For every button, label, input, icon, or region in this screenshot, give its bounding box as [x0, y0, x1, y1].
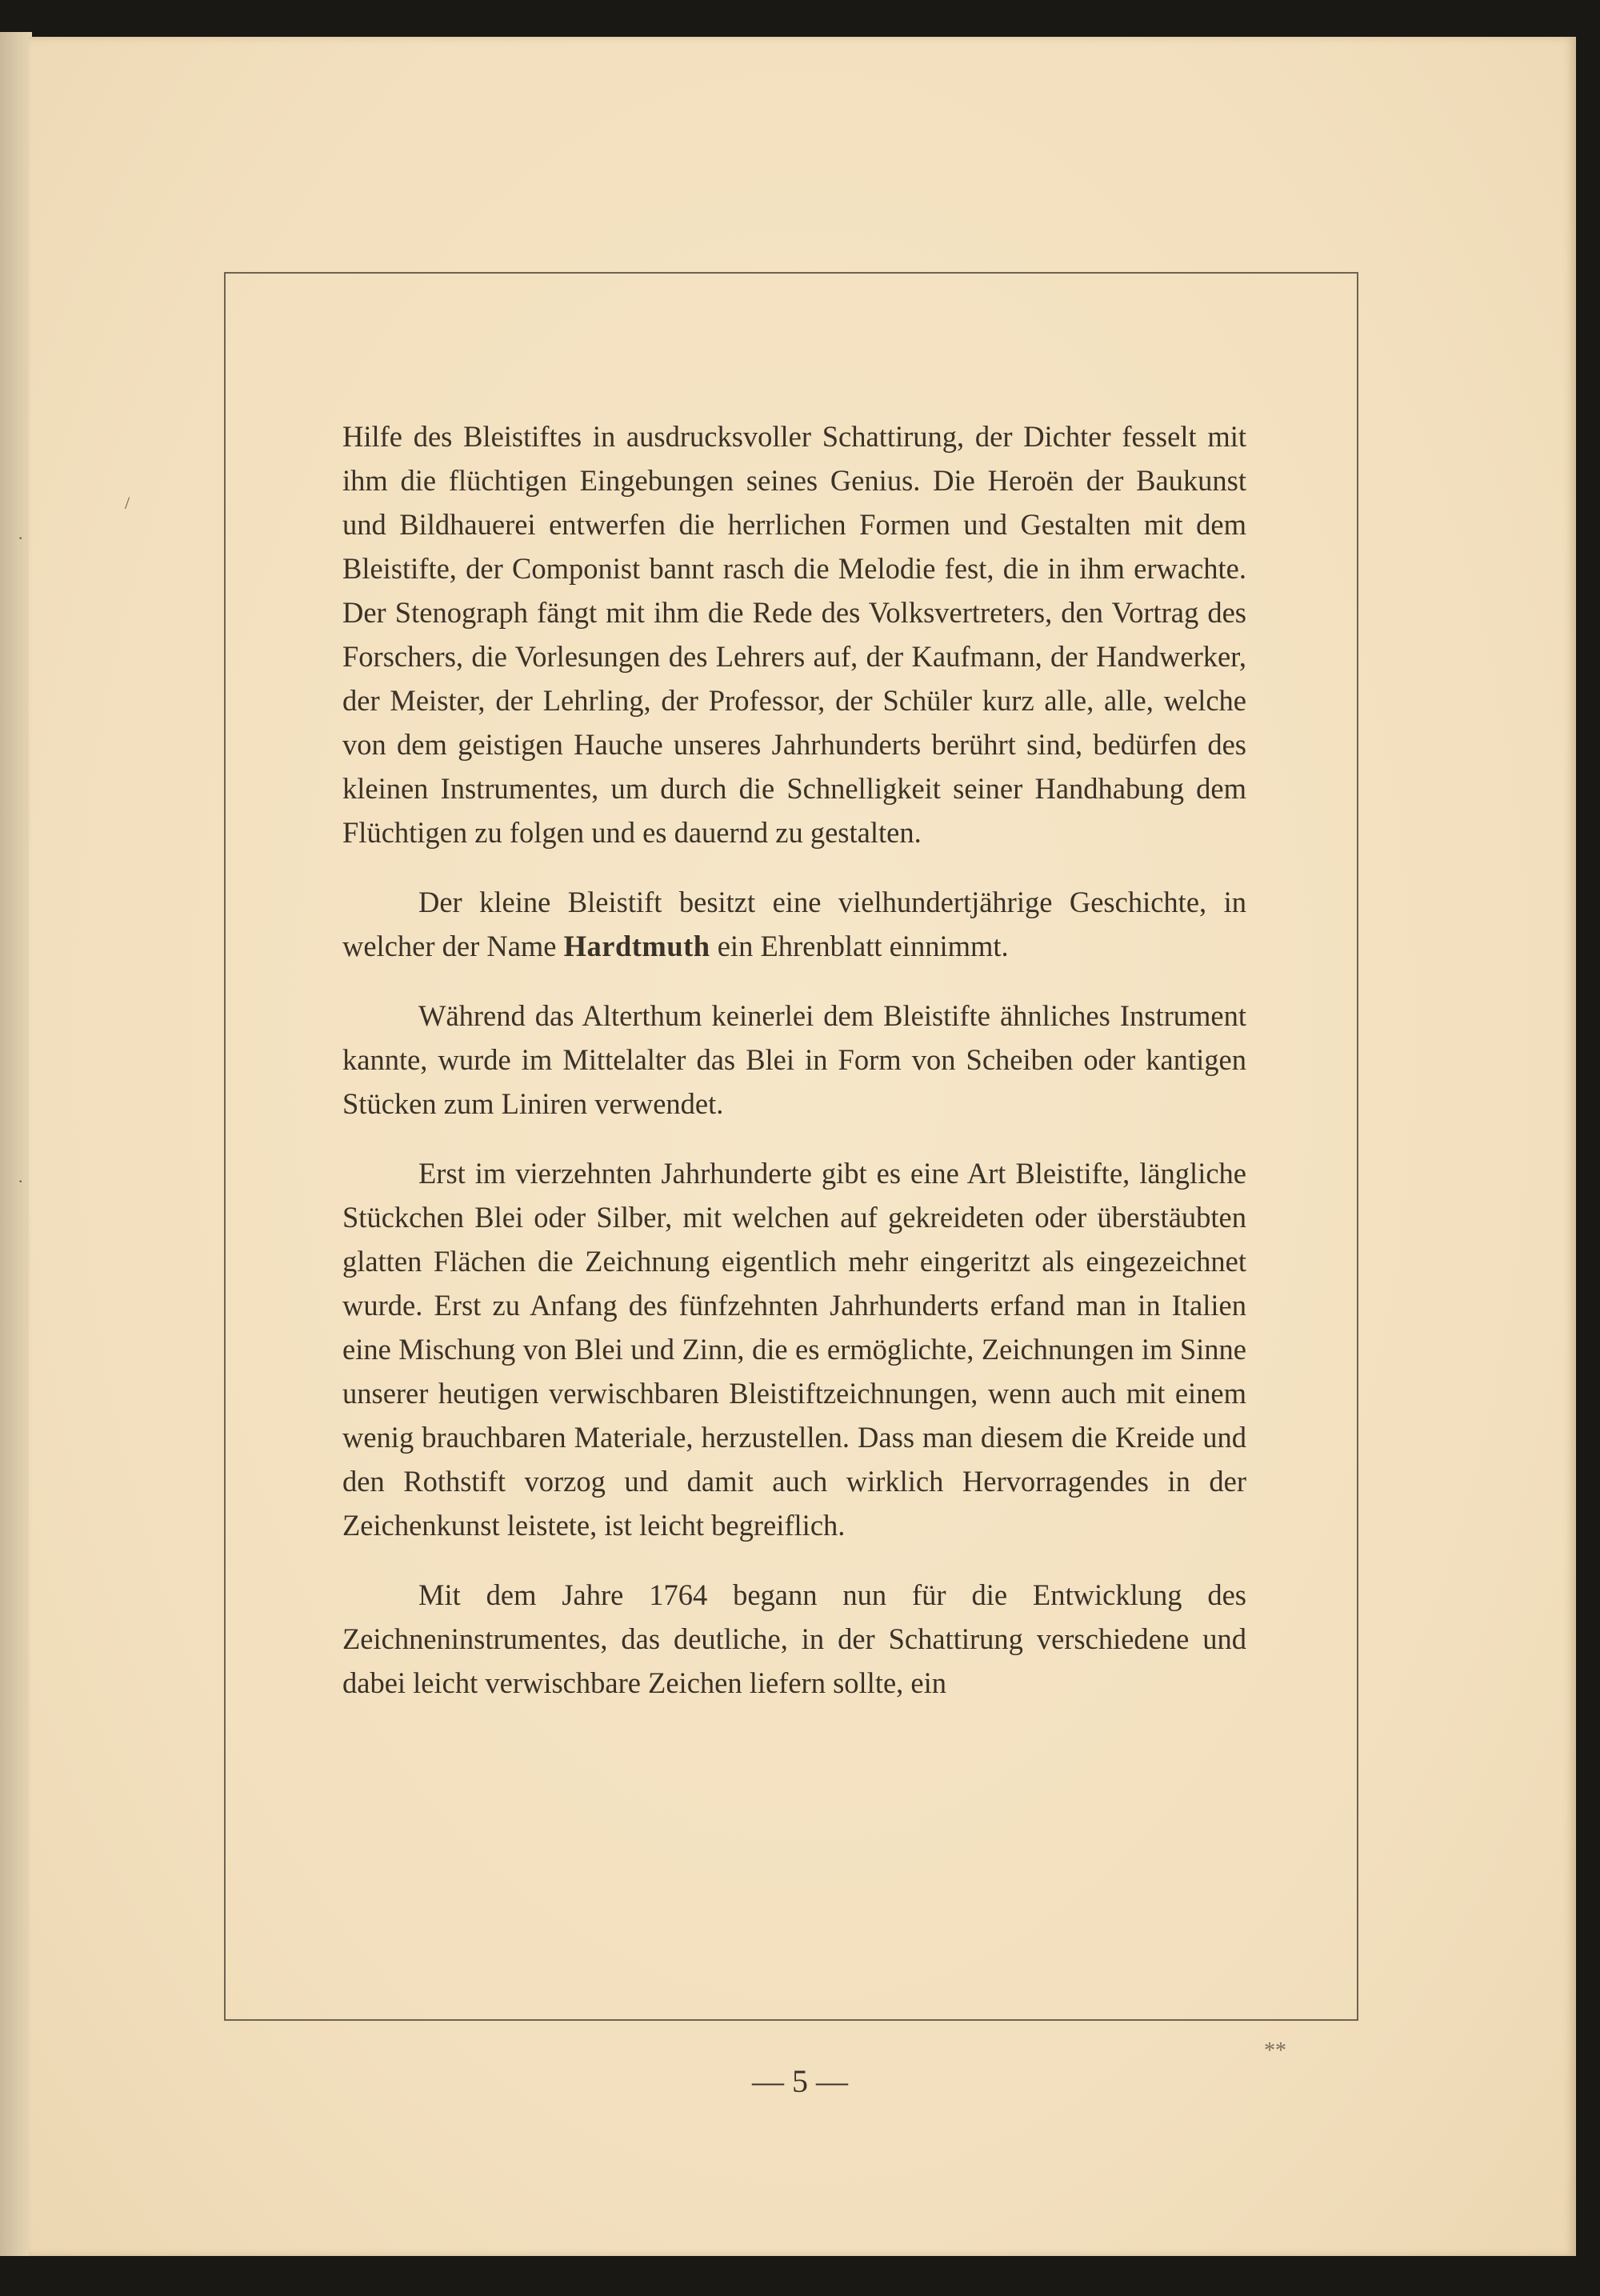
paragraph-5: Mit dem Jahre 1764 begann nun für die Entwicklung des Zeichneninstrumentes, das deutliche, in der Schattirung verschiedene und dabei leicht verwischbare Zeichen liefern sollte, ein [342, 1578, 1246, 1699]
ink-speck: / [125, 493, 130, 513]
hardtmuth-name: Hardtmuth [563, 930, 710, 962]
paragraph-3: Während das Alterthum keinerlei dem Bleistifte ähnliches Instrument kannte, wurde im Mittelalter das Blei in Form von Scheiben oder kantigen Stücken zum Liniren verwendet. [342, 999, 1246, 1120]
previous-page-edge [0, 32, 32, 2256]
paragraph-2-start: Der kleine Bleistift besitzt eine vielhundertjährige Geschichte, in welcher der Name [342, 886, 1246, 962]
ink-speck: · [18, 528, 24, 548]
ink-speck: · [18, 1171, 24, 1191]
paragraph-2 [342, 880, 1246, 968]
page-number: — 5 — [752, 2063, 848, 2099]
paragraph-2-end: ein Ehrenblatt einnimmt. [710, 930, 1009, 962]
signature-mark: ** [1264, 2038, 1286, 2063]
body-text [342, 414, 1246, 1705]
paragraph-1: Hilfe des Bleistiftes in ausdrucksvoller Schattirung, der Dichter fesselt mit ihm die flüchtigen Eingebungen seines Genius. Die Heroën der Baukunst und Bildhauerei entwerfen die herrlichen Formen und Gestalten mit dem Bleistifte, der Componist bannt rasch die Melodie fest, die in ihm erwachte. Der Stenograph fängt mit ihm die Rede des Volksvertreters, den Vortrag des Forschers, die Vorlesungen des Lehrers auf, der Kaufmann, der Handwerker, der Meister, der Lehrling, der Professor, der Schüler kurz alle, alle, welche von dem geistigen Hauche unseres Jahrhunderts berührt sind, bedürfen des kleinen Instrumentes, um durch die Schnelligkeit seiner Handhabung dem Flüchtigen zu folgen und es dauernd zu gestalten. [342, 420, 1246, 849]
paragraph-4: Erst im vierzehnten Jahrhunderte gibt es eine Art Bleistifte, längliche Stückchen Blei oder Silber, mit welchen auf gekreideten oder überstäubten glatten Flächen die Zeichnung eigentlich mehr eingeritzt als eingezeichnet wurde. Erst zu Anfang des fünfzehnten Jahrhunderts erfand man in Italien eine Mischung von Blei und Zinn, die es ermöglichte, Zeichnungen im Sinne unserer heutigen verwischbaren Bleistiftzeichnungen, wenn auch mit einem wenig brauchbaren Materiale, herzustellen. Dass man diesem die Kreide und den Rothstift vorzog und damit auch wirklich Hervorragendes in der Zeichenkunst leistete, ist leicht begreiflich. [342, 1157, 1246, 1542]
